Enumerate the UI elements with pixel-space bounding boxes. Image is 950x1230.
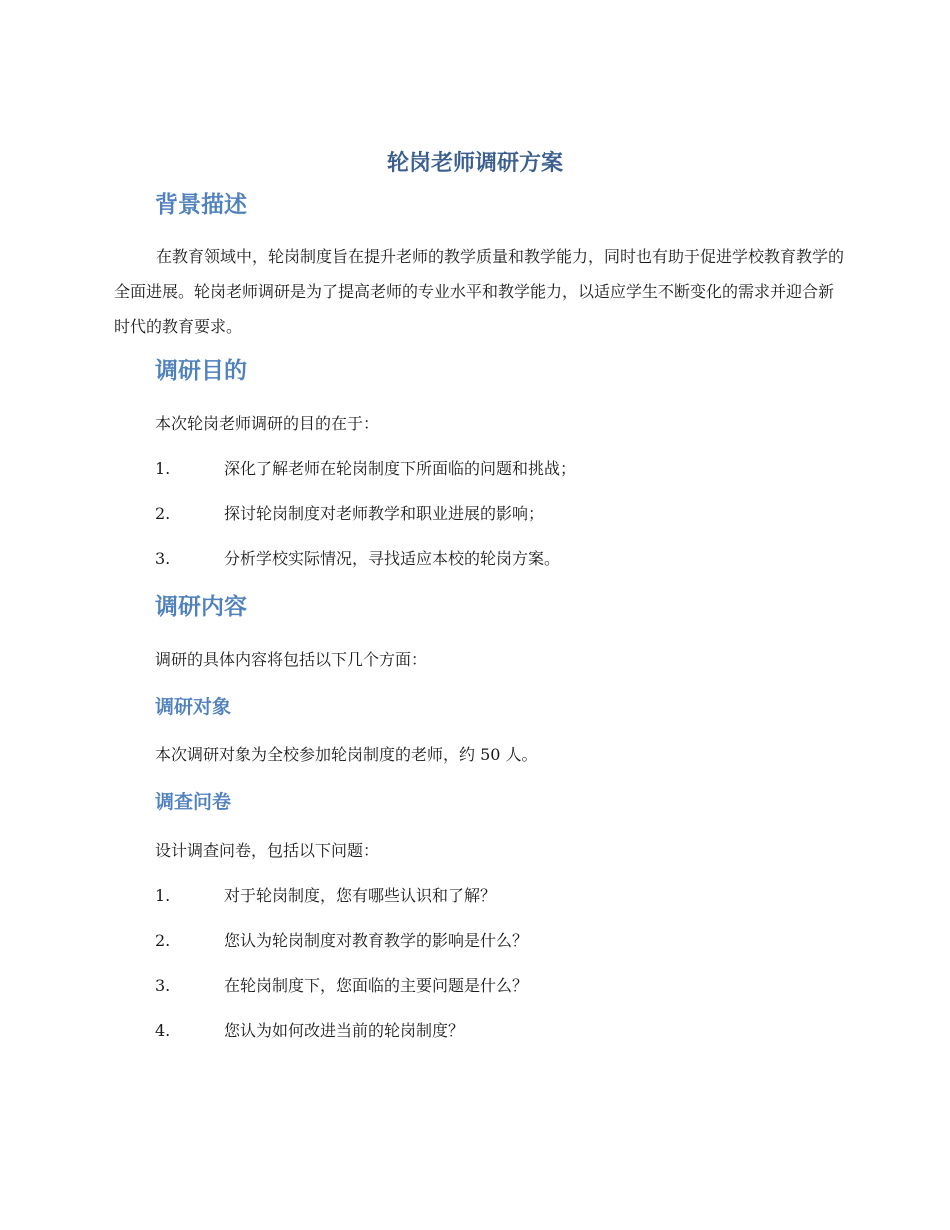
list-number: 4. [155, 1021, 171, 1040]
list-item-text: 您认为轮岗制度对教育教学的影响是什么？ [224, 931, 529, 950]
subjects-text: 本次调研对象为全校参加轮岗制度的老师，约 50 人。 [155, 745, 538, 764]
list-number: 1. [155, 886, 171, 905]
list-number: 1. [155, 459, 171, 478]
heading-purpose: 调研目的 [155, 358, 247, 384]
list-number: 2. [155, 931, 171, 950]
background-paragraph: 在教育领域中，轮岗制度旨在提升老师的教学质量和教学能力，同时也有助于促进学校教育教学的全面进展。轮岗老师调研是为了提高老师的专业水平和教学能力，以适应学生不断变化的需求并迎合新时代的教育要求。 [114, 247, 845, 336]
heading-questionnaire: 调查问卷 [155, 791, 232, 813]
list-item-text: 您认为如何改进当前的轮岗制度？ [224, 1021, 465, 1040]
purpose-intro: 本次轮岗老师调研的目的在于： [155, 414, 380, 433]
heading-subjects: 调研对象 [155, 696, 232, 718]
list-number: 3. [155, 549, 171, 568]
list-item-text: 在轮岗制度下，您面临的主要问题是什么？ [224, 976, 529, 995]
list-number: 2. [155, 504, 171, 523]
list-item-text: 探讨轮岗制度对老师教学和职业进展的影响； [224, 504, 545, 523]
list-item-text: 分析学校实际情况，寻找适应本校的轮岗方案。 [224, 549, 561, 568]
content-intro: 调研的具体内容将包括以下几个方面： [155, 650, 428, 669]
heading-background: 背景描述 [155, 192, 247, 218]
list-item-text: 对于轮岗制度，您有哪些认识和了解？ [224, 886, 497, 905]
heading-content: 调研内容 [155, 594, 247, 620]
list-item-text: 深化了解老师在轮岗制度下所面临的问题和挑战； [224, 459, 577, 478]
document-title: 轮岗老师调研方案 [386, 151, 563, 176]
questionnaire-intro: 设计调查问卷，包括以下问题： [155, 841, 380, 860]
list-number: 3. [155, 976, 171, 995]
